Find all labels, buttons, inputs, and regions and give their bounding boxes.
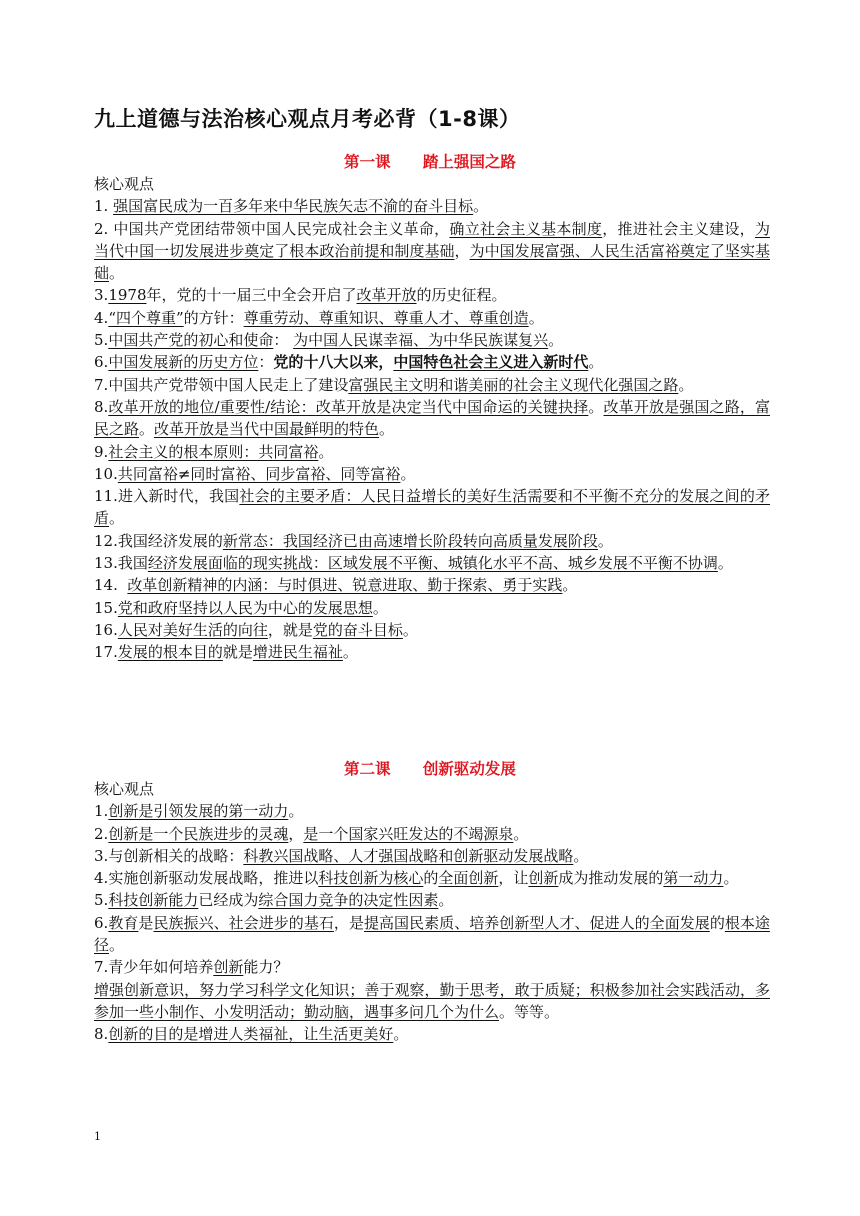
lesson-1-content — [94, 173, 770, 664]
point-14: 14. 改革创新精神的内涵：与时俱进、锐意进取、勤于探索、勇于实践。 — [94, 576, 578, 595]
page-title: 九上道德与法治核心观点月考必背（1-8课） — [94, 107, 521, 131]
point-7: 7.青少年如何培养创新能力？ — [94, 958, 289, 977]
core-label: 核心观点 — [94, 780, 155, 798]
lesson-2-content — [94, 778, 770, 1046]
point-1: 1. 强国富民成为一百多年来中华民族矢志不渝的奋斗目标。 — [94, 197, 489, 216]
point-6: 6.教育是民族振兴、社会进步的基石，是提高国民素质、培养创新型人才、促进人的全面发展的根本途径。 — [94, 913, 770, 955]
point-1: 1.创新是引领发展的第一动力。 — [94, 802, 304, 821]
core-label: 核心观点 — [94, 175, 155, 193]
point-8: 8.改革开放的地位/重要性/结论：改革开放是决定当代中国命运的关键抉择。改革开放是强国之路，富民之路。改革开放是当代中国最鲜明的特色。 — [94, 397, 770, 439]
point-4: 4.“四个尊重”的方针：尊重劳动、尊重知识、尊重人才、尊重创造。 — [94, 308, 544, 327]
point-2: 2. 中国共产党团结带领中国人民完成社会主义革命，确立社会主义基本制度，推进社会主义建设，为当代中国一切发展进步奠定了根本政治前提和制度基础，为中国发展富强、人民生活富裕奠定了坚实基础。 — [94, 219, 770, 283]
point-6: 6.中国发展新的历史方位：党的十八大以来，中国特色社会主义进入新时代。 — [94, 353, 604, 372]
point-3: 3.与创新相关的战略：科教兴国战略、人才强国战略和创新驱动发展战略。 — [94, 846, 589, 865]
point-9: 9.社会主义的根本原则：共同富裕。 — [94, 442, 334, 461]
point-2: 2.创新是一个民族进步的灵魂，是一个国家兴旺发达的不竭源泉。 — [94, 824, 529, 843]
point-12: 12.我国经济发展的新常态：我国经济已由高速增长阶段转向高质量发展阶段。 — [94, 531, 613, 550]
point-4: 4.实施创新驱动发展战略，推进以科技创新为核心的全面创新，让创新成为推动发展的第一动力。 — [94, 869, 739, 888]
point-8: 8.创新的目的是增进人类福祉，让生活更美好。 — [94, 1025, 409, 1044]
point-17: 17.发展的根本目的就是增进民生福祉。 — [94, 643, 358, 662]
point-5: 5.中国共产党的初心和使命： 为中国人民谋幸福、为中华民族谋复兴。 — [94, 331, 564, 350]
point-10: 10.共同富裕≠同时富裕、同步富裕、同等富裕。 — [94, 464, 416, 483]
point-16: 16.人民对美好生活的向往，就是党的奋斗目标。 — [94, 620, 418, 639]
point-15: 15.党和政府坚持以人民为中心的发展思想。 — [94, 598, 388, 617]
point-11: 11.进入新时代，我国社会的主要矛盾：人民日益增长的美好生活需要和不平衡不充分的发展之间的矛盾。 — [94, 487, 770, 528]
lesson-1-heading: 第一课 踏上强国之路 — [344, 153, 516, 171]
point-7: 7.中国共产党带领中国人民走上了建设富强民主文明和谐美丽的社会主义现代化强国之路。 — [94, 375, 694, 394]
page-number: 1 — [94, 1130, 101, 1143]
point-5: 5.科技创新能力已经成为综合国力竞争的决定性因素。 — [94, 891, 454, 910]
point-3: 3.1978年，党的十一届三中全会开启了改革开放的历史征程。 — [94, 286, 507, 305]
point-7-answer: 增强创新意识，努力学习科学文化知识；善于观察，勤于思考，敢于质疑；积极参加社会实践活动，多参加一些小制作、小发明活动；勤动脑，遇事多问几个为什么。等等。 — [94, 980, 770, 1021]
lesson-2-heading: 第二课 创新驱动发展 — [344, 760, 516, 778]
point-13: 13.我国经济发展面临的现实挑战：区域发展不平衡、城镇化水平不高、城乡发展不平衡不协调。 — [94, 554, 733, 573]
